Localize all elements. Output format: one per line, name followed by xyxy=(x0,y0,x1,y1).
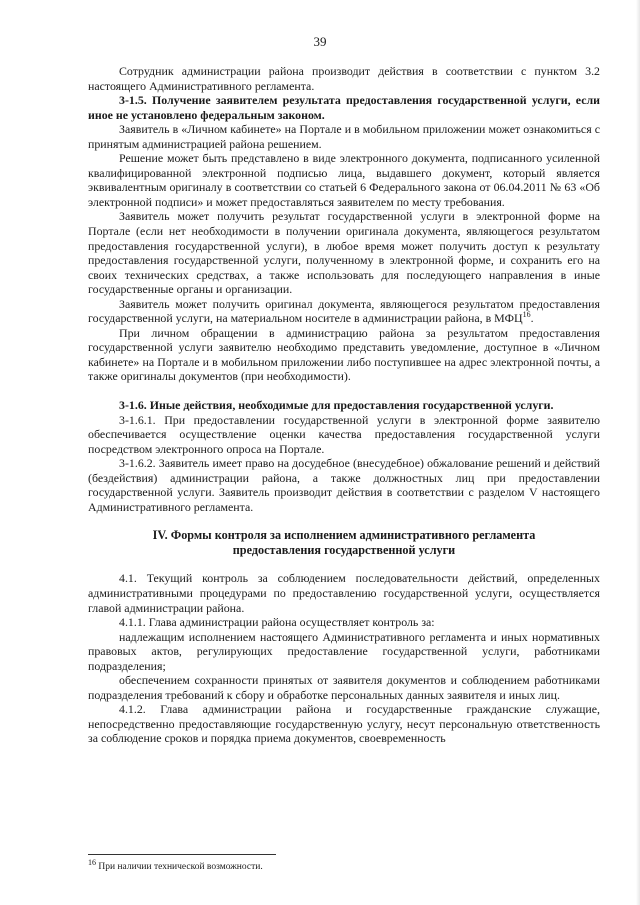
paragraph: надлежащим исполнением настоящего Административного регламента и иных нормативных правовых актов, регулирующих предоставление государственной услуги, работниками подразделения; xyxy=(88,629,600,673)
paragraph-text: Заявитель может получить оригинал документа, являющегося результатом предоставления государственной услуги, на материальном носителе в администрации района, в МФЦ xyxy=(88,296,600,326)
paragraph: Решение может быть представлено в виде электронного документа, подписанного усиленной квалифицированной электронной подписью лица, выдавшего документ, который является эквивалентным оригиналу в соответствии со статьей 6 Федерального закона от 06.04.2011 № 63 «Об электронной подписи» и может предоставляться заявителем по месту требования. xyxy=(88,151,600,209)
page-number: 39 xyxy=(313,34,327,49)
footnote-reference[interactable]: 16 xyxy=(522,310,531,320)
paragraph: 4.1. Текущий контроль за соблюдением последовательности действий, определенных административными процедурами по предоставлению государственной услуги, осуществляется главой администрации района. xyxy=(88,571,600,615)
scan-edge-shadow xyxy=(636,0,640,905)
paragraph: Заявитель может получить результат государственной услуги в электронной форме на Портале (если нет необходимости в получении оригинала документа, являющегося результатом предоставления государственной услуги), в любое время может получить доступ к результату предоставления государственной услуги, полученному в электронной форме, и сохранить его на своих технических средствах, а также использовать для последующего направления в иные государственные органы и организации. xyxy=(88,209,600,297)
footnote-divider xyxy=(88,854,276,855)
footnote-text: При наличии технической возможности. xyxy=(98,862,263,872)
subsection-heading-3-1-6: 3-1.6. Иные действия, необходимые для предоставления государственной услуги. xyxy=(119,398,554,413)
paragraph: Сотрудник администрации района производит действия в соответствии с пунктом 3.2 настоящего Административного регламента. xyxy=(88,64,600,93)
footnote-marker: 16 xyxy=(88,857,96,867)
section-heading-line: IV. Формы контроля за исполнением административного регламента xyxy=(152,528,536,543)
document-body xyxy=(88,64,600,746)
paragraph: Заявитель в «Личном кабинете» на Портале и в мобильном приложении может ознакомиться с принятым администрацией района решением. xyxy=(88,122,600,151)
paragraph: 3-1.6.2. Заявитель имеет право на досудебное (внесудебное) обжалование решений и действий (бездействия) администрации района, а также должностных лиц при предоставлении государственной услуги. Заявитель производит действия в соответствии с разделом V настоящего Административного регламента. xyxy=(88,456,600,514)
paragraph: 4.1.1. Глава администрации района осуществляет контроль за: xyxy=(119,615,435,630)
subsection-heading-3-1-5: 3-1.5. Получение заявителем результата предоставления государственной услуги, если иное не установлено федеральным законом. xyxy=(88,93,600,122)
paragraph-with-footnote xyxy=(88,297,600,326)
paragraph: 4.1.2. Глава администрации района и государственные гражданские служащие, непосредственно предоставляющие государственную услугу, несут персональную ответственность за соблюдение сроков и порядка приема документов, своевременность xyxy=(88,702,600,746)
section-heading-line: предоставления государственной услуги xyxy=(232,543,456,558)
footnote xyxy=(88,857,263,873)
paragraph: При личном обращении в администрацию района за результатом предоставления государственной услуги заявителю необходимо представить уведомление, доступное в «Личном кабинете» на Портале и в мобильном приложении либо поступившее на адрес электронной почты, а также оригиналы документов (при необходимости). xyxy=(88,325,600,384)
paragraph: 3-1.6.1. При предоставлении государственной услуги в электронной форме заявителю обеспечивается осуществление оценки качества предоставления государственной услуги посредством электронного опроса на Портале. xyxy=(88,412,600,456)
section-heading-iv xyxy=(88,528,600,558)
paragraph-end: . xyxy=(530,311,534,326)
paragraph: обеспечением сохранности принятых от заявителя документов и соблюдением работниками подразделения требований к сбору и обработке персональных данных заявителя и иных лиц. xyxy=(88,673,600,702)
